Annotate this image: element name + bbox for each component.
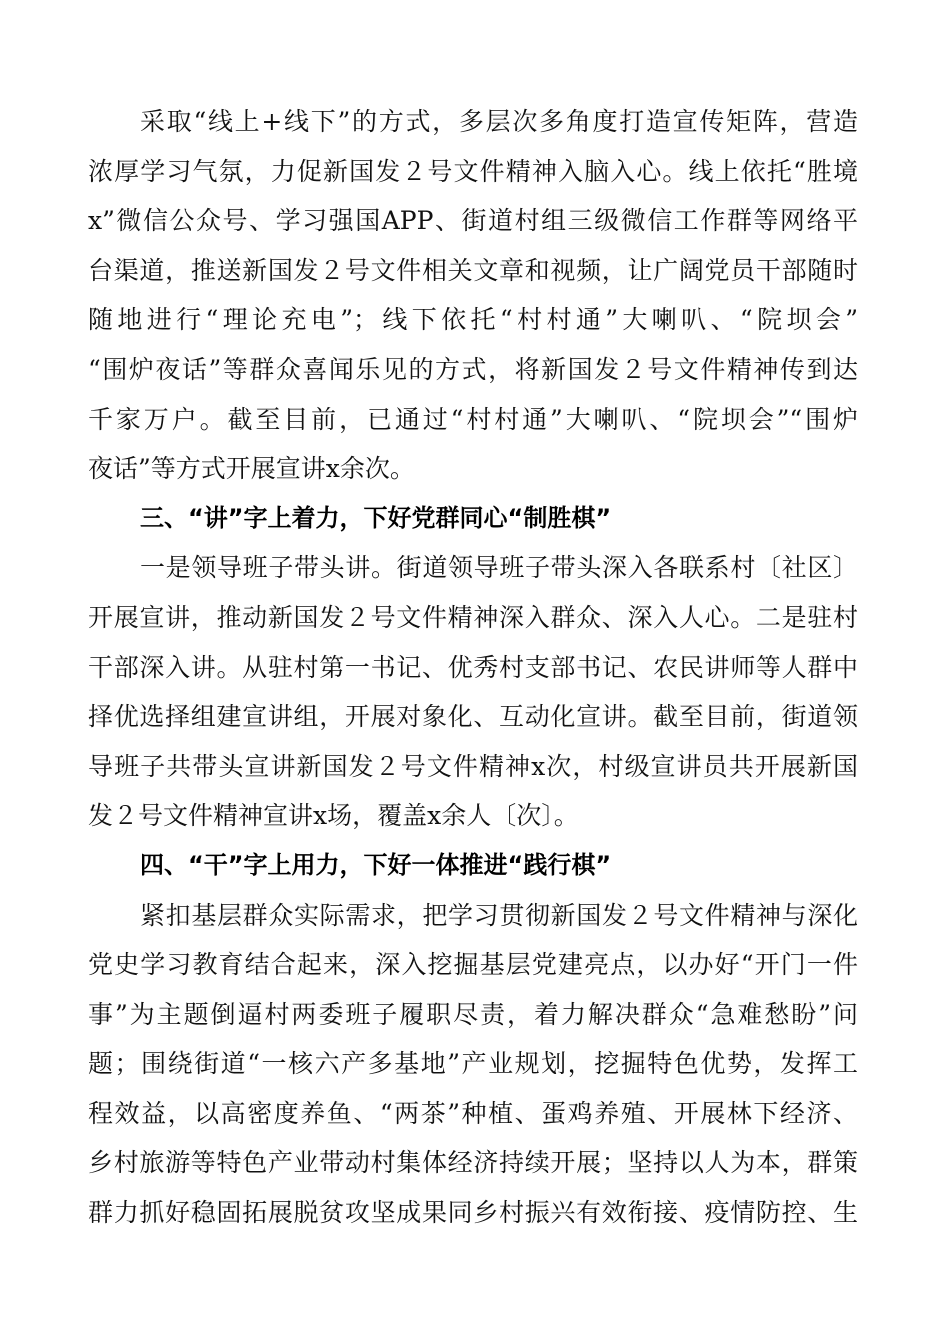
paragraph-practice bbox=[88, 891, 858, 1238]
text-line: 发２号文件精神宣讲x场，覆盖x余人〔次〕。 bbox=[88, 801, 579, 831]
paragraph-lecture bbox=[88, 543, 858, 841]
text-line: 党史学习教育结合起来，深入挖掘基层党建亮点，以办好“开门一件 bbox=[88, 950, 858, 980]
text-line: 千家万户。截至目前，已通过“村村通”大喇叭、“院坝会”“围炉 bbox=[88, 404, 858, 434]
text-line: 乡村旅游等特色产业带动村集体经济持续开展；坚持以人为本，群策 bbox=[88, 1148, 858, 1178]
section-heading-4: 四、“干”字上用力，下好一体推进“践行棋” bbox=[140, 850, 612, 879]
section-heading-3: 三、“讲”字上着力，下好党群同心“制胜棋” bbox=[140, 503, 612, 532]
text-line: 择优选择组建宣讲组，开展对象化、互动化宣讲。截至目前，街道领 bbox=[88, 702, 858, 732]
text-line: “围炉夜话”等群众喜闻乐见的方式，将新国发２号文件精神传到达 bbox=[88, 354, 858, 384]
text-line: 夜话”等方式开展宣讲x余次。 bbox=[88, 454, 415, 484]
text-line: 开展宣讲，推动新国发２号文件精神深入群众、深入人心。二是驻村 bbox=[88, 602, 858, 632]
paragraph-propaganda bbox=[88, 97, 858, 494]
text-line: 随地进行“理论充电”；线下依托“村村通”大喇叭、“院坝会” bbox=[88, 305, 858, 335]
text-line: 采取“线上+线下”的方式，多层次多角度打造宣传矩阵，营造 bbox=[140, 107, 858, 136]
text-line: 程效益，以高密度养鱼、“两茶”种植、蛋鸡养殖、开展林下经济、 bbox=[88, 1098, 858, 1128]
text-line: 题；围绕街道“一核六产多基地”产业规划，挖掘特色优势，发挥工 bbox=[88, 1049, 858, 1079]
text-line: 台渠道，推送新国发２号文件相关文章和视频，让广阔党员干部随时 bbox=[88, 255, 858, 285]
text-line: 干部深入讲。从驻村第一书记、优秀村支部书记、农民讲师等人群中 bbox=[88, 652, 858, 682]
text-line: 事”为主题倒逼村两委班子履职尽责，着力解决群众“急难愁盼”问 bbox=[88, 999, 858, 1029]
text-line: 一是领导班子带头讲。街道领导班子带头深入各联系村〔社区〕 bbox=[140, 553, 858, 583]
document-body bbox=[88, 97, 858, 1238]
text-line: 群力抓好稳固拓展脱贫攻坚成果同乡村振兴有效衔接、疫情防控、生 bbox=[88, 1198, 858, 1228]
text-line: x”微信公众号、学习强国APP、街道村组三级微信工作群等网络平 bbox=[88, 206, 858, 236]
text-line: 紧扣基层群众实际需求，把学习贯彻新国发２号文件精神与深化 bbox=[140, 900, 858, 930]
text-line: 导班子共带头宣讲新国发２号文件精神x次，村级宣讲员共开展新国 bbox=[88, 751, 858, 781]
text-line: 浓厚学习气氛，力促新国发２号文件精神入脑入心。线上依托“胜境 bbox=[88, 156, 858, 186]
